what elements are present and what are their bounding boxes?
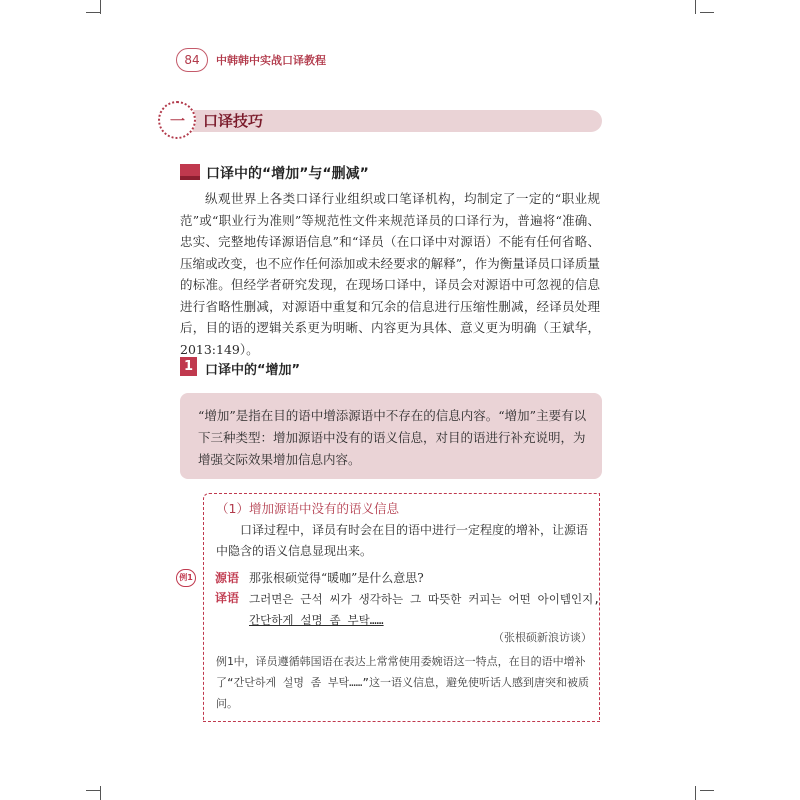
crop-mark <box>695 0 696 14</box>
point-title: 口译中的“增加” <box>205 363 301 378</box>
running-title: 中韩韩中实战口译教程 <box>216 54 326 67</box>
crop-mark <box>100 786 101 800</box>
target-label: 译语 <box>215 591 240 605</box>
subsection-marker <box>180 164 200 180</box>
target-text <box>249 589 599 631</box>
source-text: 那张根硕觉得“暖咖”是什么意思? <box>249 571 424 585</box>
source-label: 源语 <box>215 571 240 585</box>
crop-mark <box>100 0 101 14</box>
crop-mark <box>86 12 100 13</box>
point-number-badge: 1 <box>180 357 197 376</box>
page-number: 84 <box>176 48 208 72</box>
crop-mark <box>86 790 100 791</box>
example-badge: 例1 <box>176 569 196 587</box>
body-paragraph-block <box>180 188 600 360</box>
example-analysis: 例1中，译员遵循韩国语在表达上常常使用委婉语这一特点，在目的语中增补了“간단하게 설명 좀 부탁……”这一语义信息，避免使听话人感到唐突和被质问。 <box>216 655 589 710</box>
crop-mark <box>700 790 714 791</box>
section-number: 一 <box>170 112 186 130</box>
type-title: （1）增加源语中没有的语义信息 <box>216 501 399 516</box>
body-paragraph: 纵观世界上各类口译行业组织或口笔译机构，均制定了一定的“职业规范”或“职业行为准则”等规范性文件来规范译员的口译行为，普遍将“准确、忠实、完整地传译源语信息”和“译员（在口译中对源语）不能有任何省略、压缩或改变，也不应作任何添加或未经要求的解释”，作为衡量译员口译质量的标准。但经学者研究发现，在现场口译中，译员会对源语中可忽视的信息进行省略性删减，对源语中重复和冗余的信息进行压缩性删减，经译员处理后，目的语的逻辑关系更为明晰、内容更为具体、意义更为明确（王斌华，2013:149）。 <box>180 191 600 357</box>
section-title: 口译技巧 <box>203 112 264 130</box>
crop-mark <box>695 786 696 800</box>
source-note: （张根硕新浪访谈） <box>493 631 592 644</box>
target-line: 그러면은 근석 씨가 생각하는 그 따뜻한 커피는 어떤 아이템인지, <box>249 592 601 606</box>
target-line-underlined: 간단하게 설명 좀 부탁…… <box>249 613 384 627</box>
crop-mark <box>700 12 714 13</box>
subsection-title: 口译中的“增加”与“删减” <box>206 166 369 182</box>
definition-box <box>180 393 602 479</box>
definition-text: “增加”是指在目的语中增添源语中不存在的信息内容。“增加”主要有以下三种类型：增加源语中没有的语义信息，对目的语进行补充说明，为增强交际效果增加信息内容。 <box>198 408 587 467</box>
type-paragraph: 口译过程中，译员有时会在目的语中进行一定程度的增补，让源语中隐含的语义信息显现出来。 <box>216 523 589 558</box>
